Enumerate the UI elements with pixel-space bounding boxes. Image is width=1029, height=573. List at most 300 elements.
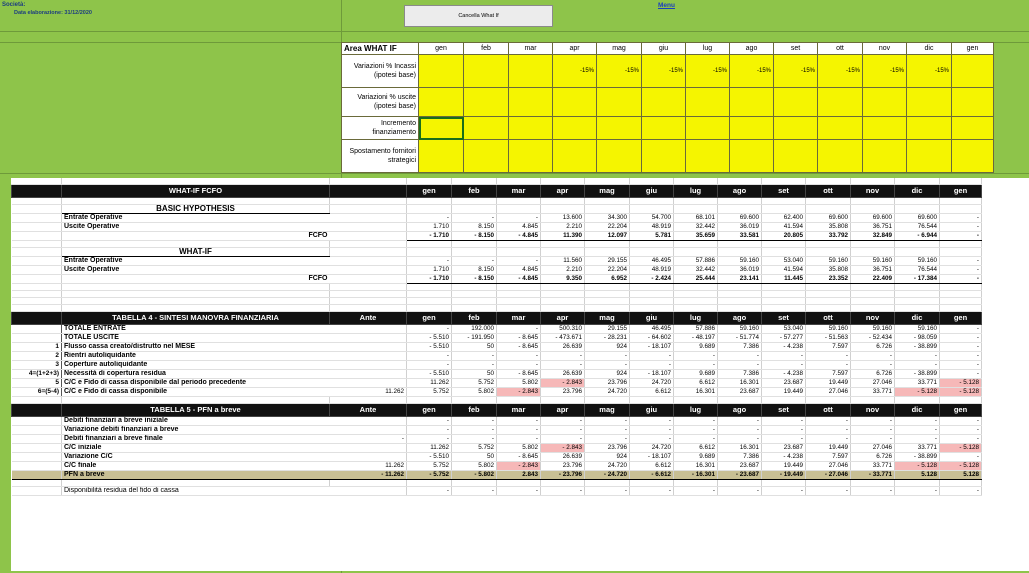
what-if-input-cell[interactable] [553, 117, 597, 140]
value-cell: - [674, 417, 718, 426]
row-label: Entrate Operative [62, 214, 330, 223]
value-cell: - [851, 417, 895, 426]
empty-cell [330, 305, 407, 312]
empty-cell [541, 248, 585, 257]
empty-cell [452, 305, 497, 312]
empty-cell [497, 291, 541, 298]
subsection-title-row [12, 205, 982, 214]
empty-cell [718, 291, 762, 298]
value-cell: - [806, 361, 851, 370]
empty-cell [12, 291, 62, 298]
tabella4-row [12, 370, 982, 379]
value-cell: 53.040 [762, 257, 806, 266]
value-cell: 2.210 [541, 266, 585, 275]
empty-cell [762, 198, 806, 205]
what-if-input-cell[interactable] [553, 140, 597, 173]
value-cell: - [806, 487, 851, 496]
value-cell: - [585, 487, 630, 496]
value-cell: 32.442 [674, 223, 718, 232]
empty-cell [541, 298, 585, 305]
tabella4-row [12, 325, 982, 334]
empty-cell [452, 291, 497, 298]
value-cell: - 5.802 [452, 471, 497, 480]
value-cell: - [541, 487, 585, 496]
value-cell: - [452, 426, 497, 435]
value-cell: 6.726 [851, 453, 895, 462]
value-cell: - [674, 487, 718, 496]
what-if-input-cell[interactable] [642, 88, 686, 117]
empty-cell [62, 305, 330, 312]
what-if-input-cell[interactable] [907, 88, 952, 117]
value-cell: - 5.128 [940, 379, 982, 388]
what-if-input-cell[interactable] [818, 140, 863, 173]
empty-cell [452, 397, 497, 404]
value-cell: - [407, 214, 452, 223]
value-cell: 50 [452, 343, 497, 352]
ante-header [330, 185, 407, 198]
ante-cell [330, 379, 407, 388]
section-title: TABELLA 5 - PFN a breve [62, 404, 330, 417]
value-cell: 11.445 [762, 275, 806, 284]
empty-cell [452, 241, 497, 248]
what-if-input-cell[interactable] [686, 140, 730, 173]
value-cell: 924 [585, 343, 630, 352]
empty-cell [452, 284, 497, 291]
value-cell: - [851, 487, 895, 496]
value-cell: - [940, 453, 982, 462]
empty-cell [62, 241, 330, 248]
value-cell: - 2.843 [497, 388, 541, 397]
value-cell: - [630, 435, 674, 444]
cancella-what-if-button[interactable]: Cancella What If [404, 5, 553, 27]
empty-cell [497, 298, 541, 305]
spacer-row [12, 305, 982, 312]
empty-cell [851, 397, 895, 404]
value-cell: - [806, 426, 851, 435]
empty-cell [585, 305, 630, 312]
empty-cell [585, 291, 630, 298]
value-cell: 59.160 [806, 257, 851, 266]
empty-cell [674, 480, 718, 487]
what-if-input-cell[interactable] [509, 140, 553, 173]
month-header-7: ago [718, 404, 762, 417]
value-cell: - 5.752 [407, 471, 452, 480]
row-label: FCFO [62, 275, 330, 284]
what-if-input-cell[interactable] [686, 88, 730, 117]
empty-cell [940, 284, 982, 291]
empty-cell [407, 291, 452, 298]
row-label: C/C e Fido di cassa disponibile dal periodo precedente [62, 379, 330, 388]
what-if-input-cell[interactable] [952, 140, 994, 173]
spacer-row [12, 291, 982, 298]
what-if-month-10: nov [863, 43, 907, 55]
value-cell: 22.204 [585, 223, 630, 232]
value-cell: - [940, 275, 982, 284]
what-if-month-2: mar [509, 43, 553, 55]
what-if-input-cell[interactable] [730, 117, 774, 140]
value-cell: - [851, 426, 895, 435]
what-if-input-cell[interactable] [597, 140, 642, 173]
value-cell: - 5.510 [407, 343, 452, 352]
empty-cell [762, 480, 806, 487]
value-cell: 5.128 [895, 471, 940, 480]
section-header-row [12, 312, 982, 325]
value-cell: - [895, 487, 940, 496]
what-if-input-cell[interactable] [419, 88, 464, 117]
month-header-8: set [762, 185, 806, 198]
value-cell: - [940, 361, 982, 370]
what-if-input-cell[interactable] [464, 117, 509, 140]
tabella4-row [12, 379, 982, 388]
month-header-12: gen [940, 185, 982, 198]
ante-cell [330, 352, 407, 361]
value-cell: 9.689 [674, 370, 718, 379]
empty-cell [940, 198, 982, 205]
what-if-input-cell[interactable] [774, 117, 818, 140]
tabella5-row [12, 462, 982, 471]
value-cell: - [718, 435, 762, 444]
month-header-7: ago [718, 312, 762, 325]
what-if-input-cell[interactable] [419, 140, 464, 173]
empty-cell [330, 214, 407, 223]
what-if-input-cell[interactable] [818, 88, 863, 117]
value-cell: - 33.771 [851, 471, 895, 480]
value-cell: - [718, 352, 762, 361]
value-cell: - [541, 417, 585, 426]
value-cell: 33.771 [851, 462, 895, 471]
value-cell: 5.752 [407, 388, 452, 397]
value-cell: - 4.845 [497, 232, 541, 241]
month-header-2: mar [497, 185, 541, 198]
empty-cell [330, 275, 407, 284]
value-cell: - [541, 426, 585, 435]
what-if-input-cell[interactable] [509, 117, 553, 140]
empty-cell [630, 205, 674, 214]
what-if-input-cell[interactable]: -15% [642, 55, 686, 88]
value-cell: - [762, 352, 806, 361]
what-if-row [342, 140, 994, 173]
empty-cell [718, 284, 762, 291]
empty-cell [452, 205, 497, 214]
value-cell: 26.639 [541, 343, 585, 352]
row-index: 6=(5-4) [12, 388, 62, 397]
empty-cell [674, 397, 718, 404]
month-header-1: feb [452, 185, 497, 198]
value-cell: 9.350 [541, 275, 585, 284]
empty-cell [851, 305, 895, 312]
what-if-input-cell[interactable] [907, 140, 952, 173]
empty-cell [718, 241, 762, 248]
section-header-row [12, 185, 982, 198]
menu-link[interactable]: Menu [658, 2, 675, 9]
what-if-input-cell[interactable] [818, 117, 863, 140]
empty-cell [895, 198, 940, 205]
value-cell: 16.301 [674, 462, 718, 471]
value-cell: 24.720 [630, 444, 674, 453]
what-if-input-cell[interactable]: -15% [818, 55, 863, 88]
month-header-10: nov [851, 312, 895, 325]
what-if-header-row [342, 43, 994, 55]
what-if-month-12: gen [952, 43, 994, 55]
empty-cell [895, 241, 940, 248]
value-cell: 53.040 [762, 325, 806, 334]
value-cell: - 23.687 [718, 471, 762, 480]
row-label: Coperture autoliquidante [62, 361, 330, 370]
section-title: TABELLA 4 - SINTESI MANOVRA FINANZIARIA [62, 312, 330, 325]
what-if-input-cell[interactable] [597, 117, 642, 140]
what-if-input-cell[interactable] [730, 140, 774, 173]
value-cell: 5.802 [497, 444, 541, 453]
empty-cell [806, 241, 851, 248]
what-if-input-cell[interactable] [419, 117, 464, 140]
value-cell: 76.544 [895, 223, 940, 232]
month-header-2: mar [497, 404, 541, 417]
what-if-month-6: lug [686, 43, 730, 55]
empty-cell [851, 248, 895, 257]
value-cell: - [940, 370, 982, 379]
empty-cell [940, 248, 982, 257]
what-if-input-cell[interactable] [553, 88, 597, 117]
value-cell: - [895, 435, 940, 444]
what-if-input-cell[interactable] [464, 55, 509, 88]
value-cell: - 473.671 [541, 334, 585, 343]
empty-cell [497, 248, 541, 257]
value-cell: 23.687 [762, 379, 806, 388]
empty-cell [330, 205, 407, 214]
what-if-input-cell[interactable] [464, 140, 509, 173]
value-cell: 7.386 [718, 453, 762, 462]
value-cell: - [497, 426, 541, 435]
empty-cell [497, 284, 541, 291]
value-cell: - [762, 361, 806, 370]
value-cell: 19.449 [762, 388, 806, 397]
value-cell: 12.097 [585, 232, 630, 241]
empty-cell [62, 480, 330, 487]
value-cell: - 8.150 [452, 232, 497, 241]
what-if-input-cell[interactable] [863, 117, 907, 140]
value-cell: - [452, 257, 497, 266]
empty-cell [895, 397, 940, 404]
empty-cell [806, 205, 851, 214]
row-label: Debiti finanziari a breve iniziale [62, 417, 330, 426]
what-if-input-cell[interactable] [774, 140, 818, 173]
empty-cell [851, 298, 895, 305]
what-if-input-cell[interactable]: -15% [730, 55, 774, 88]
what-if-input-cell[interactable] [730, 88, 774, 117]
empty-cell [851, 480, 895, 487]
ante-cell: 11.262 [330, 388, 407, 397]
value-cell: - 2.843 [541, 379, 585, 388]
empty-cell [407, 248, 452, 257]
value-cell: - 1.710 [407, 275, 452, 284]
value-cell: 7.386 [718, 343, 762, 352]
empty-cell [851, 198, 895, 205]
month-header-6: lug [674, 185, 718, 198]
value-cell: - 28.231 [585, 334, 630, 343]
value-cell: 4.845 [497, 266, 541, 275]
value-cell: 36.751 [851, 223, 895, 232]
value-cell: - 57.277 [762, 334, 806, 343]
data-elaborazione-label: Data elaborazione: 31/12/2020 [14, 10, 92, 16]
empty-cell [674, 284, 718, 291]
empty-cell [12, 480, 62, 487]
what-if-input-cell[interactable] [952, 55, 994, 88]
what-if-input-cell[interactable] [952, 88, 994, 117]
value-cell: 4.845 [497, 223, 541, 232]
row-label: Uscite Operative [62, 223, 330, 232]
subsection-title-row [12, 248, 982, 257]
month-header-8: set [762, 404, 806, 417]
value-cell: 6.952 [585, 275, 630, 284]
ante-cell [330, 325, 407, 334]
empty-cell [762, 298, 806, 305]
what-if-input-cell[interactable] [509, 88, 553, 117]
empty-cell [330, 480, 407, 487]
empty-cell [62, 284, 330, 291]
empty-cell [541, 291, 585, 298]
value-cell: - [940, 426, 982, 435]
empty-cell [12, 266, 62, 275]
value-cell: 16.301 [674, 388, 718, 397]
empty-cell [851, 284, 895, 291]
what-if-input-cell[interactable]: -15% [774, 55, 818, 88]
value-cell: - [806, 352, 851, 361]
empty-cell [12, 426, 62, 435]
what-if-input-cell[interactable] [907, 117, 952, 140]
ante-cell [330, 334, 407, 343]
empty-cell [806, 305, 851, 312]
empty-cell [62, 298, 330, 305]
what-if-input-cell[interactable] [509, 55, 553, 88]
empty-cell [12, 444, 62, 453]
value-cell: 924 [585, 453, 630, 462]
what-if-input-cell[interactable] [863, 140, 907, 173]
value-cell: 23.352 [806, 275, 851, 284]
empty-cell [718, 298, 762, 305]
value-cell: - 6.612 [630, 471, 674, 480]
month-header-12: gen [940, 312, 982, 325]
what-if-input-cell[interactable]: -15% [553, 55, 597, 88]
what-if-input-cell[interactable] [464, 88, 509, 117]
row-label: C/C e Fido di cassa disponibile [62, 388, 330, 397]
value-cell: - [452, 435, 497, 444]
empty-cell [585, 480, 630, 487]
value-cell: - 2.424 [630, 275, 674, 284]
what-if-input-cell[interactable]: -15% [597, 55, 642, 88]
month-header-4: mag [585, 312, 630, 325]
value-cell: - [851, 435, 895, 444]
value-cell: 41.594 [762, 266, 806, 275]
value-cell: - [762, 487, 806, 496]
what-if-input-cell[interactable] [597, 88, 642, 117]
row-label: Variazione C/C [62, 453, 330, 462]
what-if-input-cell[interactable]: -15% [907, 55, 952, 88]
empty-cell [497, 305, 541, 312]
month-header-5: giu [630, 404, 674, 417]
spacer-row [12, 284, 982, 291]
empty-cell [718, 305, 762, 312]
month-header-11: dic [895, 185, 940, 198]
what-if-input-cell[interactable] [863, 88, 907, 117]
empty-cell [630, 291, 674, 298]
value-cell: 32.442 [674, 266, 718, 275]
value-cell: 36.751 [851, 266, 895, 275]
what-if-input-cell[interactable] [642, 140, 686, 173]
bar-cell [12, 312, 62, 325]
empty-cell [452, 248, 497, 257]
empty-cell [762, 241, 806, 248]
what-if-row-label: Incremento finanziamento [342, 117, 419, 140]
value-cell: - [940, 257, 982, 266]
what-if-input-cell[interactable] [419, 55, 464, 88]
value-cell: - [895, 426, 940, 435]
what-if-input-cell[interactable]: -15% [686, 55, 730, 88]
value-cell: 34.300 [585, 214, 630, 223]
empty-cell [762, 397, 806, 404]
month-header-12: gen [940, 404, 982, 417]
empty-cell [407, 205, 452, 214]
value-cell: 19.449 [806, 444, 851, 453]
value-cell: - [630, 352, 674, 361]
value-cell: 59.160 [718, 257, 762, 266]
what-if-input-cell[interactable] [952, 117, 994, 140]
empty-cell [806, 284, 851, 291]
empty-cell [895, 305, 940, 312]
empty-cell [630, 241, 674, 248]
empty-cell [12, 471, 62, 480]
tabella4-row [12, 361, 982, 370]
what-if-input-cell[interactable]: -15% [863, 55, 907, 88]
month-header-11: dic [895, 312, 940, 325]
month-header-2: mar [497, 312, 541, 325]
what-if-input-cell[interactable] [774, 88, 818, 117]
section-title: WHAT-IF FCFO [62, 185, 330, 198]
value-cell: - [762, 417, 806, 426]
tabella4-row [12, 334, 982, 343]
what-if-month-8: set [774, 43, 818, 55]
ante-cell: - [330, 435, 407, 444]
empty-cell [806, 291, 851, 298]
value-cell: - 191.950 [452, 334, 497, 343]
empty-cell [762, 284, 806, 291]
value-cell: 59.160 [895, 325, 940, 334]
row-label: Variazione debiti finanziari a breve [62, 426, 330, 435]
month-header-0: gen [407, 185, 452, 198]
empty-cell [541, 480, 585, 487]
value-cell: - [718, 487, 762, 496]
month-header-7: ago [718, 185, 762, 198]
what-if-input-cell[interactable] [642, 117, 686, 140]
what-if-input-cell[interactable] [686, 117, 730, 140]
value-cell: 6.726 [851, 343, 895, 352]
empty-cell [407, 284, 452, 291]
empty-cell [541, 397, 585, 404]
value-cell: 9.689 [674, 453, 718, 462]
empty-cell [12, 462, 62, 471]
month-header-8: set [762, 312, 806, 325]
value-cell: 54.700 [630, 214, 674, 223]
value-cell: 69.600 [851, 214, 895, 223]
value-cell: 69.600 [895, 214, 940, 223]
value-cell: 23.796 [585, 444, 630, 453]
value-cell: 32.849 [851, 232, 895, 241]
value-cell: 23.687 [762, 444, 806, 453]
value-cell: 16.301 [718, 379, 762, 388]
value-cell: 5.802 [452, 462, 497, 471]
value-cell: - [674, 352, 718, 361]
value-cell: - [585, 417, 630, 426]
month-header-6: lug [674, 312, 718, 325]
